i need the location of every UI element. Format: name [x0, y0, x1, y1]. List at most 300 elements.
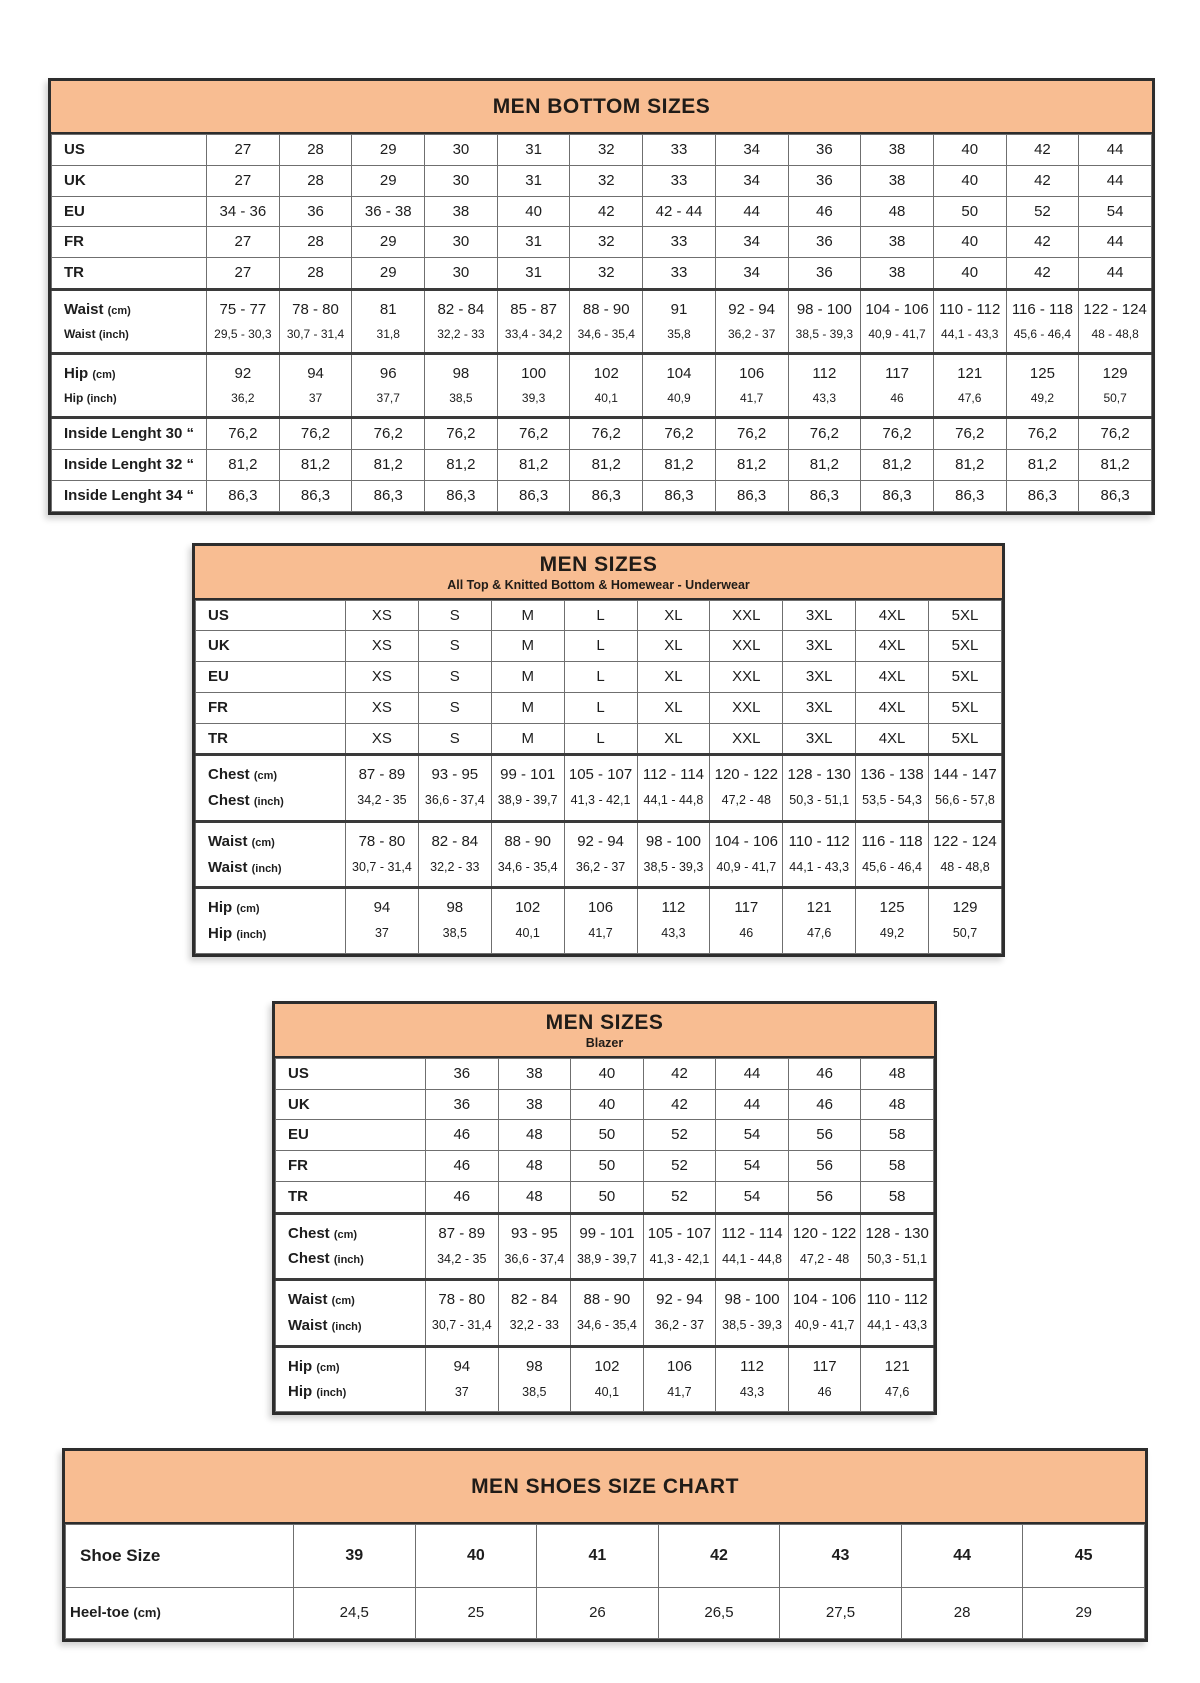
table-row: [196, 692, 1002, 723]
table-cell: 81,2: [207, 450, 280, 481]
table-cell: 44,1 - 43,3: [933, 323, 1006, 354]
table-cell: 4XL: [856, 600, 929, 631]
table-cell: 38: [861, 165, 934, 196]
table-cell: 76,2: [207, 418, 280, 450]
row-label-unit: (inch): [331, 1320, 362, 1333]
table-cell: XL: [637, 631, 710, 662]
table-cell: 41,7: [643, 1379, 716, 1411]
table-cell: 36,2 - 37: [715, 323, 788, 354]
table-cell: 41,3 - 42,1: [564, 788, 637, 821]
table-cell: 30: [425, 135, 498, 166]
row-label: [276, 1346, 426, 1379]
table-cell: 27,5: [780, 1587, 902, 1638]
table-cell: 47,2 - 48: [710, 788, 783, 821]
table-cell: 86,3: [788, 480, 861, 511]
table-cell: 40,9: [643, 387, 716, 418]
table-cell: 98 - 100: [637, 821, 710, 854]
table-row: [196, 821, 1002, 854]
table-cell: 54: [716, 1120, 789, 1151]
row-label-text: Waist: [288, 1291, 328, 1309]
table-cell: 32: [570, 258, 643, 290]
table-cell: 86,3: [715, 480, 788, 511]
table-cell: 47,6: [861, 1379, 934, 1411]
row-label-text: Waist: [64, 326, 96, 341]
row-label: [52, 450, 207, 481]
table-cell: 38,5: [425, 387, 498, 418]
table-cell: 27: [207, 165, 280, 196]
table-cell: 81,2: [933, 450, 1006, 481]
table-cell: 40,9 - 41,7: [788, 1313, 861, 1346]
row-label-text: FR: [64, 233, 84, 251]
table-cell: 28: [901, 1587, 1023, 1638]
table-cell: 54: [716, 1181, 789, 1213]
table-row: [196, 723, 1002, 755]
table-cell: 99 - 101: [571, 1213, 644, 1246]
table-row: [52, 354, 1152, 387]
table-cell: 82 - 84: [418, 821, 491, 854]
table-cell: 85 - 87: [497, 289, 570, 322]
table-cell: 30,7 - 31,4: [426, 1313, 499, 1346]
table-cell: 76,2: [497, 418, 570, 450]
table-cell: 122 - 124: [1079, 289, 1152, 322]
table-cell: 50: [933, 196, 1006, 227]
table-header-band: [195, 546, 1002, 600]
table-cell: 42: [658, 1525, 780, 1588]
table-cell: 34: [715, 135, 788, 166]
table-cell: 87 - 89: [426, 1213, 499, 1246]
table-row: [52, 165, 1152, 196]
table-cell: 3XL: [783, 662, 856, 693]
table-cell: 81,2: [861, 450, 934, 481]
table-cell: 116 - 118: [1006, 289, 1079, 322]
table-cell: 102: [571, 1346, 644, 1379]
table-cell: 38: [498, 1089, 571, 1120]
table-cell: 38: [861, 258, 934, 290]
table-cell: 117: [788, 1346, 861, 1379]
table-row: [196, 921, 1002, 953]
table-cell: 30,7 - 31,4: [279, 323, 352, 354]
table-cell: 121: [783, 888, 856, 921]
table-cell: 27: [207, 135, 280, 166]
row-label: [276, 1089, 426, 1120]
row-label-text: UK: [208, 637, 230, 655]
table-cell: 36: [788, 135, 861, 166]
table-cell: 40,1: [570, 387, 643, 418]
row-label: [196, 692, 346, 723]
row-label-text: UK: [288, 1095, 310, 1113]
table-cell: 91: [643, 289, 716, 322]
table-cell: 98: [498, 1346, 571, 1379]
table-cell: 40: [933, 135, 1006, 166]
table-cell: 38: [861, 227, 934, 258]
table-cell: 106: [715, 354, 788, 387]
table-cell: 99 - 101: [491, 755, 564, 788]
table-row: [276, 1346, 934, 1379]
table-cell: 44,1 - 43,3: [783, 855, 856, 888]
table-cell: 106: [564, 888, 637, 921]
table-cell: 94: [426, 1346, 499, 1379]
table-cell: 105 - 107: [564, 755, 637, 788]
table-cell: 40: [933, 258, 1006, 290]
table-cell: M: [491, 600, 564, 631]
table-cell: 46: [788, 1379, 861, 1411]
table-cell: 31,8: [352, 323, 425, 354]
table-cell: 88 - 90: [571, 1280, 644, 1313]
table-cell: 81,2: [279, 450, 352, 481]
table-cell: M: [491, 692, 564, 723]
table-cell: 32: [570, 135, 643, 166]
table-cell: 110 - 112: [783, 821, 856, 854]
table-cell: 37,7: [352, 387, 425, 418]
table-cell: 136 - 138: [856, 755, 929, 788]
row-label-unit: (inch): [251, 862, 282, 875]
table-cell: L: [564, 600, 637, 631]
table-cell: 36,2 - 37: [564, 855, 637, 888]
table-cell: 36: [788, 165, 861, 196]
table-cell: 42: [570, 196, 643, 227]
table-cell: 36,2: [207, 387, 280, 418]
table-cell: 40: [933, 165, 1006, 196]
table-cell: 34: [715, 258, 788, 290]
table-cell: 40: [933, 227, 1006, 258]
table-cell: 112: [637, 888, 710, 921]
table-row: [52, 196, 1152, 227]
table-cell: 76,2: [279, 418, 352, 450]
table-row: [52, 418, 1152, 450]
table-cell: 86,3: [352, 480, 425, 511]
row-label: [196, 921, 346, 953]
table-row: [196, 662, 1002, 693]
table-cell: 5XL: [929, 631, 1002, 662]
table-cell: 36 - 38: [352, 196, 425, 227]
table-cell: S: [418, 723, 491, 755]
table-cell: 28: [279, 258, 352, 290]
row-label: [196, 821, 346, 854]
table-cell: 46: [861, 387, 934, 418]
row-label-unit: (cm): [107, 304, 131, 317]
table-cell: 58: [861, 1181, 934, 1213]
table-title: MEN BOTTOM SIZES: [492, 95, 711, 118]
row-label-unit: (cm): [253, 770, 278, 783]
table-subtitle: Blazer: [585, 1035, 624, 1050]
table-cell: 48 - 48,8: [929, 855, 1002, 888]
table-title: MEN SIZES: [545, 1010, 664, 1034]
table-row: [196, 855, 1002, 888]
table-cell: 105 - 107: [643, 1213, 716, 1246]
table-cell: 46: [788, 1058, 861, 1089]
row-label-text: Hip: [288, 1357, 313, 1375]
table-cell: 30: [425, 258, 498, 290]
table-row: [196, 631, 1002, 662]
row-label-text: EU: [288, 1126, 309, 1144]
table-cell: 44: [715, 196, 788, 227]
table-cell: XXL: [710, 723, 783, 755]
table-row: [52, 135, 1152, 166]
table-cell: S: [418, 692, 491, 723]
size-chart-page: [0, 78, 1200, 1683]
table-cell: 33: [643, 165, 716, 196]
table-cell: 34: [715, 227, 788, 258]
table-cell: 29: [352, 135, 425, 166]
table-cell: S: [418, 600, 491, 631]
table-cell: 112 - 114: [637, 755, 710, 788]
table-cell: XS: [346, 662, 419, 693]
table-cell: 36: [788, 227, 861, 258]
row-label-text: Chest: [208, 792, 250, 810]
table-cell: 44: [1079, 165, 1152, 196]
table-cell: 53,5 - 54,3: [856, 788, 929, 821]
table-cell: XL: [637, 692, 710, 723]
table-cell: 40,1: [491, 921, 564, 953]
row-label: [276, 1280, 426, 1313]
table-cell: 82 - 84: [425, 289, 498, 322]
table-cell: 34,6 - 35,4: [570, 323, 643, 354]
table-row: [52, 387, 1152, 418]
row-label: [276, 1058, 426, 1089]
row-label-unit: (cm): [333, 1228, 358, 1241]
row-label-text: US: [288, 1064, 309, 1082]
table-cell: 44: [1079, 227, 1152, 258]
table-cell: 34 - 36: [207, 196, 280, 227]
table-cell: 38,9 - 39,7: [491, 788, 564, 821]
table-cell: 81,2: [1079, 450, 1152, 481]
table-cell: 41,7: [564, 921, 637, 953]
table-cell: 42: [1006, 258, 1079, 290]
row-label-text: TR: [288, 1187, 308, 1205]
table-cell: 33: [643, 135, 716, 166]
table-cell: 37: [279, 387, 352, 418]
table-cell: 76,2: [933, 418, 1006, 450]
table-cell: 31: [497, 227, 570, 258]
table-cell: 27: [207, 258, 280, 290]
table-cell: 34,2 - 35: [346, 788, 419, 821]
table-cell: 43,3: [788, 387, 861, 418]
table-cell: 117: [861, 354, 934, 387]
row-label: [196, 662, 346, 693]
table-cell: L: [564, 631, 637, 662]
table-cell: 46: [710, 921, 783, 953]
table-cell: 44: [716, 1089, 789, 1120]
table-cell: 50,3 - 51,1: [861, 1246, 934, 1279]
table-cell: 98: [425, 354, 498, 387]
row-label: [52, 480, 207, 511]
table-cell: 49,2: [1006, 387, 1079, 418]
table-cell: XS: [346, 631, 419, 662]
row-label-text: EU: [64, 202, 85, 220]
table-cell: 47,6: [933, 387, 1006, 418]
table-cell: 56,6 - 57,8: [929, 788, 1002, 821]
table-cell: 42: [643, 1089, 716, 1120]
table-cell: 38,5: [418, 921, 491, 953]
table-cell: 46: [426, 1120, 499, 1151]
table-cell: 38: [861, 135, 934, 166]
row-label-text: Inside Lenght 34 “: [64, 486, 195, 504]
table-cell: 86,3: [207, 480, 280, 511]
table-cell: 36: [426, 1089, 499, 1120]
row-label-text: Waist: [208, 832, 248, 850]
table-cell: 50: [571, 1181, 644, 1213]
table-row: [276, 1280, 934, 1313]
table-cell: 38,5: [498, 1379, 571, 1411]
table-cell: 32: [570, 227, 643, 258]
table-cell: 76,2: [570, 418, 643, 450]
table-cell: 36: [788, 258, 861, 290]
table-cell: 5XL: [929, 662, 1002, 693]
table-cell: 34: [715, 165, 788, 196]
table-cell: 31: [497, 258, 570, 290]
men-shoes-size-table: [62, 1448, 1148, 1642]
table-cell: 106: [643, 1346, 716, 1379]
table-cell: 94: [279, 354, 352, 387]
row-label-unit: (cm): [236, 903, 260, 916]
table-cell: 46: [788, 196, 861, 227]
table-cell: 81,2: [1006, 450, 1079, 481]
table-row: [66, 1587, 1145, 1638]
table-cell: 44,1 - 43,3: [861, 1313, 934, 1346]
table-cell: L: [564, 692, 637, 723]
table-cell: 36,2 - 37: [643, 1313, 716, 1346]
table-cell: 49,2: [856, 921, 929, 953]
row-label: [276, 1379, 426, 1411]
table-cell: 120 - 122: [710, 755, 783, 788]
table-cell: 50: [571, 1120, 644, 1151]
table-cell: 44: [901, 1525, 1023, 1588]
table-cell: 75 - 77: [207, 289, 280, 322]
row-label: [52, 387, 207, 418]
table-cell: 110 - 112: [861, 1280, 934, 1313]
table-row: [196, 755, 1002, 788]
table-cell: 128 - 130: [861, 1213, 934, 1246]
row-label: [196, 755, 346, 788]
row-label: [52, 196, 207, 227]
table-cell: 32,2 - 33: [418, 855, 491, 888]
table-cell: 93 - 95: [418, 755, 491, 788]
table-cell: 38,5 - 39,3: [716, 1313, 789, 1346]
size-table: [195, 600, 1002, 954]
table-cell: XL: [637, 723, 710, 755]
table-cell: 102: [491, 888, 564, 921]
table-row: [52, 258, 1152, 290]
row-label-unit: (cm): [316, 1361, 340, 1374]
table-cell: 43,3: [637, 921, 710, 953]
table-cell: 76,2: [1006, 418, 1079, 450]
row-label: [196, 723, 346, 755]
table-cell: 3XL: [783, 631, 856, 662]
table-cell: M: [491, 723, 564, 755]
table-cell: 41,3 - 42,1: [643, 1246, 716, 1279]
table-cell: L: [564, 662, 637, 693]
table-header-band: [51, 81, 1152, 134]
table-title: MEN SIZES: [539, 552, 658, 576]
table-cell: 29: [1023, 1587, 1145, 1638]
row-label-text: US: [64, 141, 85, 158]
table-cell: 29,5 - 30,3: [207, 323, 280, 354]
table-cell: 58: [861, 1120, 934, 1151]
table-cell: XS: [346, 723, 419, 755]
table-cell: 34,6 - 35,4: [491, 855, 564, 888]
table-cell: 88 - 90: [491, 821, 564, 854]
row-label-text: Shoe Size: [80, 1546, 161, 1566]
table-cell: 30: [425, 227, 498, 258]
table-cell: 129: [1079, 354, 1152, 387]
table-cell: XXL: [710, 662, 783, 693]
row-label: [66, 1587, 294, 1638]
table-cell: 121: [933, 354, 1006, 387]
table-cell: 92: [207, 354, 280, 387]
row-label-text: Chest: [208, 766, 250, 784]
table-cell: 3XL: [783, 600, 856, 631]
table-cell: 112: [716, 1346, 789, 1379]
men-bottom-sizes-table: [48, 78, 1155, 515]
table-cell: 36: [426, 1058, 499, 1089]
table-cell: 26: [537, 1587, 659, 1638]
table-cell: 92 - 94: [715, 289, 788, 322]
table-cell: 4XL: [856, 631, 929, 662]
row-label-unit: (cm): [133, 1604, 161, 1620]
table-cell: 29: [352, 165, 425, 196]
table-cell: 34,2 - 35: [426, 1246, 499, 1279]
table-cell: 116 - 118: [856, 821, 929, 854]
table-cell: 37: [426, 1379, 499, 1411]
table-row: [276, 1058, 934, 1089]
table-cell: 3XL: [783, 692, 856, 723]
table-row: [66, 1525, 1145, 1588]
table-cell: 3XL: [783, 723, 856, 755]
table-cell: 35,8: [643, 323, 716, 354]
men-sizes-blazer-table: [272, 1001, 937, 1415]
table-cell: 122 - 124: [929, 821, 1002, 854]
table-row: [52, 289, 1152, 322]
table-row: [52, 323, 1152, 354]
table-cell: 42: [1006, 165, 1079, 196]
row-label-unit: (inch): [253, 796, 284, 809]
table-cell: XS: [346, 692, 419, 723]
row-label-text: Hip: [208, 899, 233, 917]
table-cell: 92 - 94: [643, 1280, 716, 1313]
table-cell: 81,2: [352, 450, 425, 481]
table-cell: 76,2: [352, 418, 425, 450]
table-cell: 4XL: [856, 723, 929, 755]
table-cell: 86,3: [933, 480, 1006, 511]
table-row: [276, 1120, 934, 1151]
table-cell: 32: [570, 165, 643, 196]
table-cell: 86,3: [1006, 480, 1079, 511]
table-subtitle: All Top & Knitted Bottom & Homewear - Underwear: [447, 577, 750, 592]
row-label: [52, 354, 207, 387]
table-cell: 48 - 48,8: [1079, 323, 1152, 354]
table-cell: 40,9 - 41,7: [710, 855, 783, 888]
table-cell: 38: [498, 1058, 571, 1089]
row-label-unit: (inch): [333, 1254, 364, 1267]
table-cell: 36: [279, 196, 352, 227]
table-cell: L: [564, 723, 637, 755]
row-label-unit: (cm): [331, 1295, 355, 1308]
table-cell: 29: [352, 258, 425, 290]
table-cell: 4XL: [856, 692, 929, 723]
table-cell: 50,7: [1079, 387, 1152, 418]
men-sizes-top-table: [192, 543, 1005, 957]
table-row: [276, 1379, 934, 1411]
table-cell: 104 - 106: [861, 289, 934, 322]
table-cell: 26,5: [658, 1587, 780, 1638]
table-cell: 48: [861, 196, 934, 227]
size-table: [275, 1058, 934, 1412]
row-label-text: TR: [64, 264, 84, 281]
table-cell: 76,2: [861, 418, 934, 450]
table-cell: 43: [780, 1525, 902, 1588]
table-cell: 86,3: [861, 480, 934, 511]
table-cell: 56: [788, 1120, 861, 1151]
